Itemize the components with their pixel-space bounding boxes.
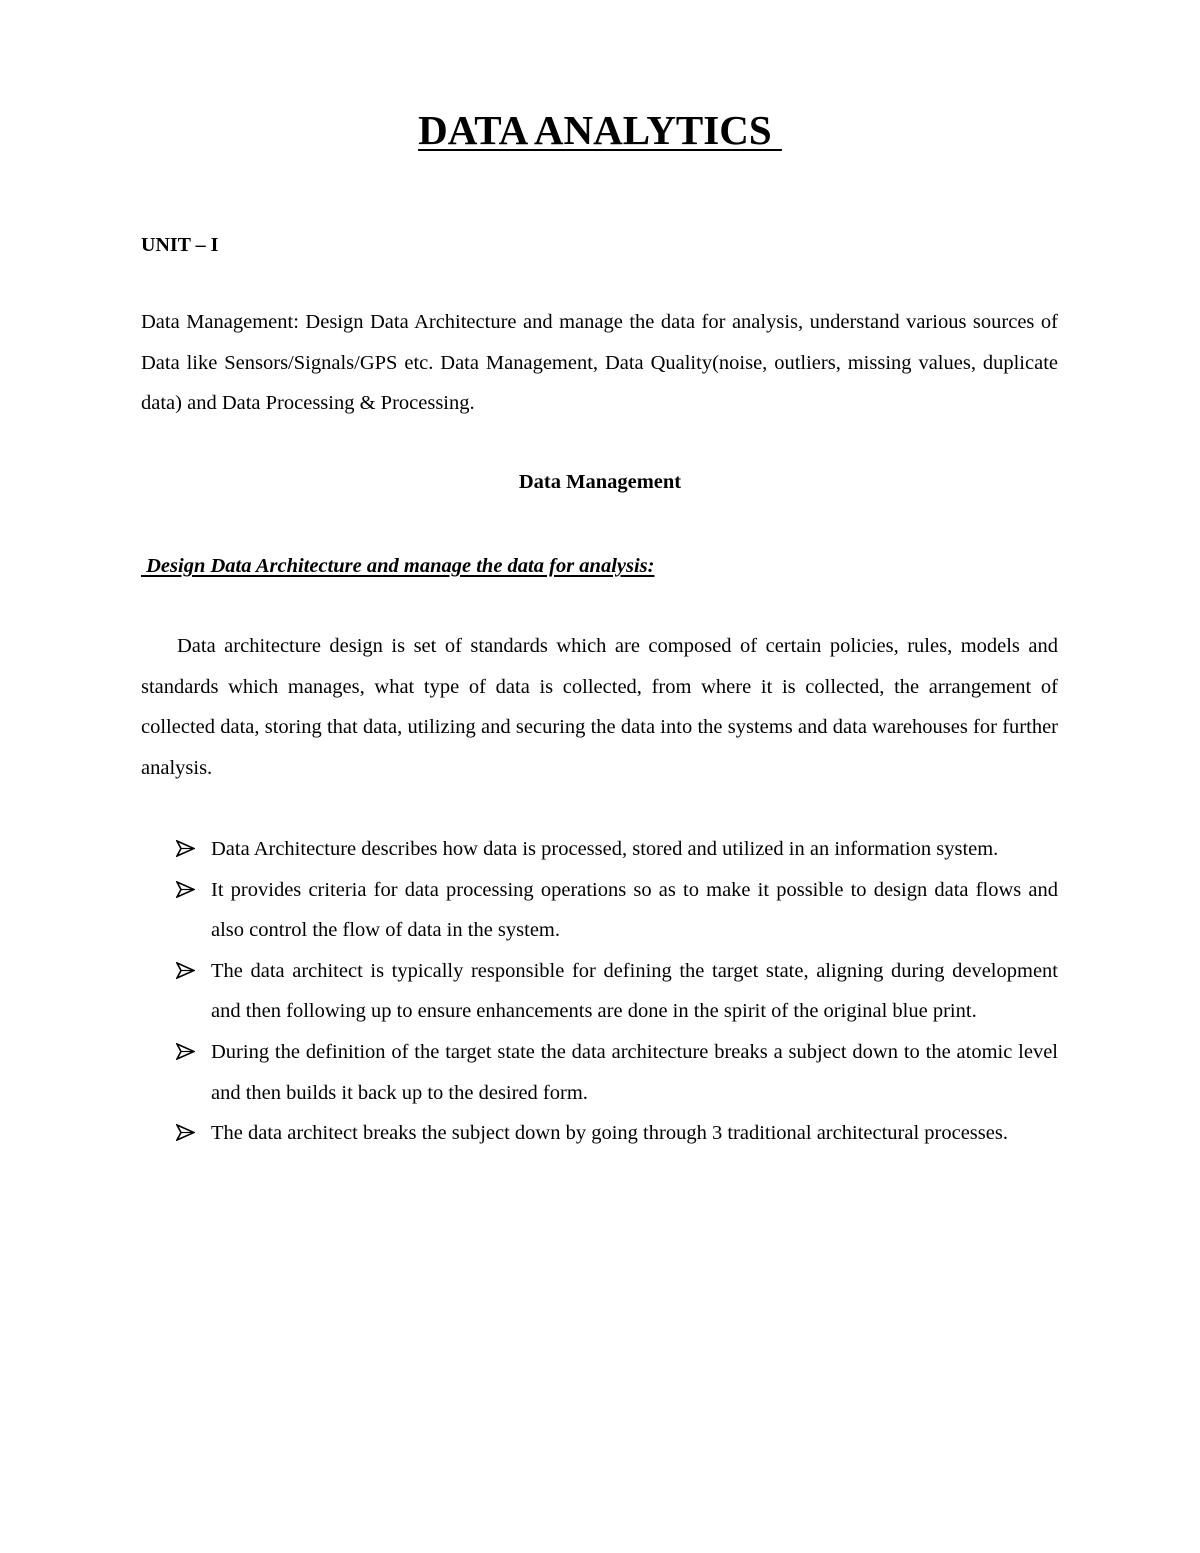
bullet-text: During the definition of the target state the data architecture breaks a subject down to the atomic level and then builds it back up to the desired form. — [211, 1040, 1058, 1104]
section-heading: Data Management — [518, 471, 682, 493]
sub-heading: Design Data Architecture and manage the data for analysis: — [141, 555, 655, 577]
bullet-text: It provides criteria for data processing operations so as to make it possible to design data flows and also control the flow of data in the system. — [211, 878, 1058, 942]
list-item — [141, 829, 1058, 870]
list-item — [141, 1113, 1058, 1154]
document-title-text: DATA ANALYTICS — [418, 107, 782, 153]
arrowhead-bullet-icon — [176, 951, 198, 991]
unit-label: UNIT – I — [141, 234, 219, 256]
arrowhead-bullet-icon — [176, 829, 198, 869]
bullet-list — [141, 829, 1058, 1154]
document-title — [0, 100, 1200, 160]
architecture-paragraph: Data architecture design is set of standards which are composed of certain policies, rules, models and standards which manages, what type of data is collected, from where it is collected, the arrangement of collected data, storing that data, utilizing and securing the data into the systems and data warehouses for further analysis. — [141, 635, 1058, 779]
arrowhead-bullet-icon — [176, 870, 198, 910]
bullet-text: Data Architecture describes how data is processed, stored and utilized in an information system. — [211, 838, 999, 860]
arrowhead-bullet-icon — [176, 1113, 198, 1153]
list-item — [141, 870, 1058, 951]
intro-paragraph: Data Management: Design Data Architecture and manage the data for analysis, understand various sources of Data like Sensors/Signals/GPS etc. Data Management, Data Quality(noise, outliers, missing values, duplicate data) and Data Processing & Processing. — [141, 311, 1058, 414]
list-item — [141, 1032, 1058, 1113]
arrowhead-bullet-icon — [176, 1032, 198, 1072]
bullet-text: The data architect breaks the subject down by going through 3 traditional architectural processes. — [211, 1122, 1008, 1145]
list-item — [141, 951, 1058, 1032]
bullet-text: The data architect is typically responsible for defining the target state, aligning during development and then following up to ensure enhancements are done in the spirit of the original blue print. — [211, 959, 1058, 1023]
